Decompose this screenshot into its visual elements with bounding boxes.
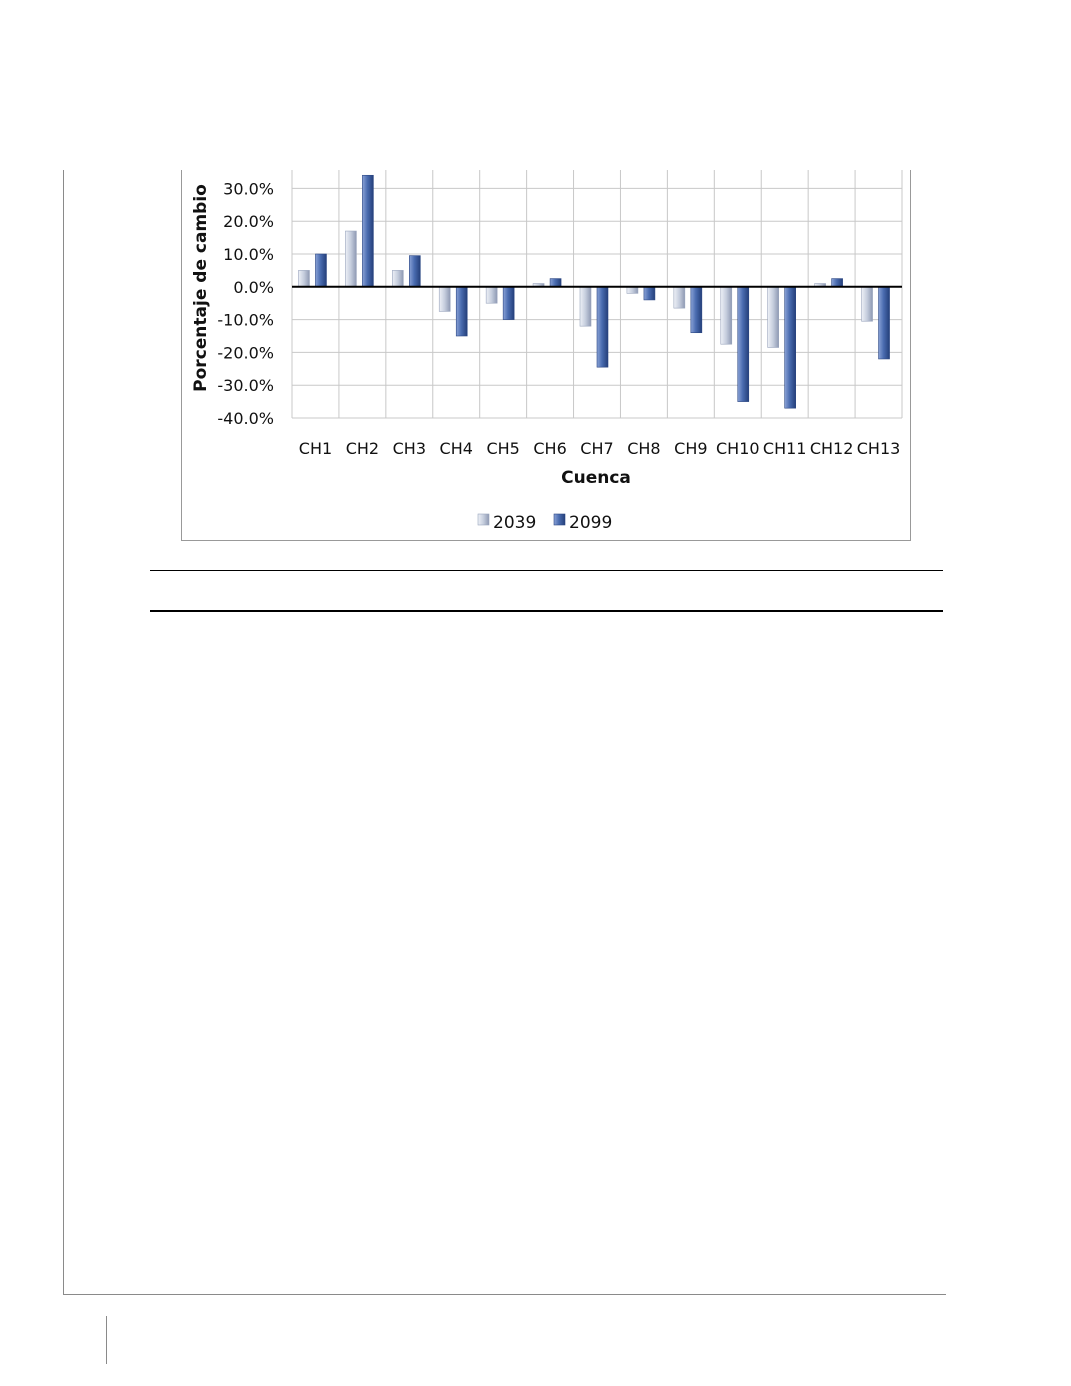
bar-2099-ch11 <box>785 287 796 408</box>
legend-label-2039: 2039 <box>493 513 537 533</box>
bar-2039-ch13 <box>862 287 873 321</box>
y-tick-label: -10.0% <box>217 310 274 330</box>
table-top-rule <box>150 570 943 571</box>
bar-2039-ch9 <box>674 287 685 308</box>
table-bottom-rule <box>150 610 943 612</box>
bar-2039-ch10 <box>721 287 732 344</box>
x-tick-label: CH13 <box>856 439 901 458</box>
bar-2039-ch5 <box>486 287 497 303</box>
chart-container <box>181 170 911 541</box>
page-bottom-rule <box>63 1294 946 1295</box>
bar-2039-ch2 <box>345 231 356 287</box>
y-axis-title: Porcentaje de cambio <box>191 184 211 392</box>
y-tick-label: -40.0% <box>217 409 274 428</box>
x-tick-label: CH10 <box>715 439 760 458</box>
x-tick-label: CH11 <box>762 439 807 458</box>
page-left-rule <box>63 170 64 1295</box>
bar-2039-ch11 <box>768 287 779 348</box>
y-tick-label: 10.0% <box>223 245 274 264</box>
bar-2099-ch12 <box>832 279 843 287</box>
x-tick-label: CH1 <box>298 439 333 458</box>
bar-2099-ch13 <box>879 287 890 359</box>
legend-label-2099: 2099 <box>569 513 613 533</box>
bar-2099-ch10 <box>738 287 749 402</box>
bar-2099-ch5 <box>503 287 514 320</box>
x-tick-label: CH9 <box>674 439 708 458</box>
legend <box>478 513 612 533</box>
y-tick-label: 20.0% <box>223 212 274 232</box>
legend-swatch-2099 <box>554 514 565 525</box>
x-tick-label: CH12 <box>809 439 854 458</box>
x-tick-label: CH6 <box>533 439 567 458</box>
bar-2039-ch7 <box>580 287 591 326</box>
x-tick-label: CH4 <box>439 439 473 458</box>
bar-2099-ch4 <box>456 287 467 336</box>
bar-chart <box>182 170 910 540</box>
legend-swatch-2039 <box>478 514 489 525</box>
y-tick-label: -20.0% <box>217 343 274 363</box>
footer-divider <box>106 1316 107 1364</box>
x-tick-label: CH2 <box>345 439 380 458</box>
y-tick-label: -30.0% <box>217 376 274 396</box>
bar-2039-ch3 <box>392 270 403 286</box>
x-tick-label: CH7 <box>580 439 614 458</box>
bar-2099-ch3 <box>409 256 420 287</box>
bar-2099-ch9 <box>691 287 702 333</box>
bar-2099-ch8 <box>644 287 655 300</box>
x-tick-label: CH8 <box>627 439 661 458</box>
bar-2099-ch7 <box>597 287 608 367</box>
bar-2099-ch2 <box>362 175 373 287</box>
y-tick-label: 30.0% <box>223 179 274 199</box>
bar-2039-ch1 <box>298 270 309 286</box>
bar-2099-ch1 <box>315 254 326 287</box>
bars <box>298 175 889 408</box>
x-tick-label: CH3 <box>392 439 427 458</box>
bar-2099-ch6 <box>550 279 561 287</box>
bar-2039-ch4 <box>439 287 450 312</box>
x-tick-label: CH5 <box>486 439 520 458</box>
y-tick-label: 0.0% <box>233 277 274 297</box>
x-axis-title: Cuenca <box>561 468 631 488</box>
